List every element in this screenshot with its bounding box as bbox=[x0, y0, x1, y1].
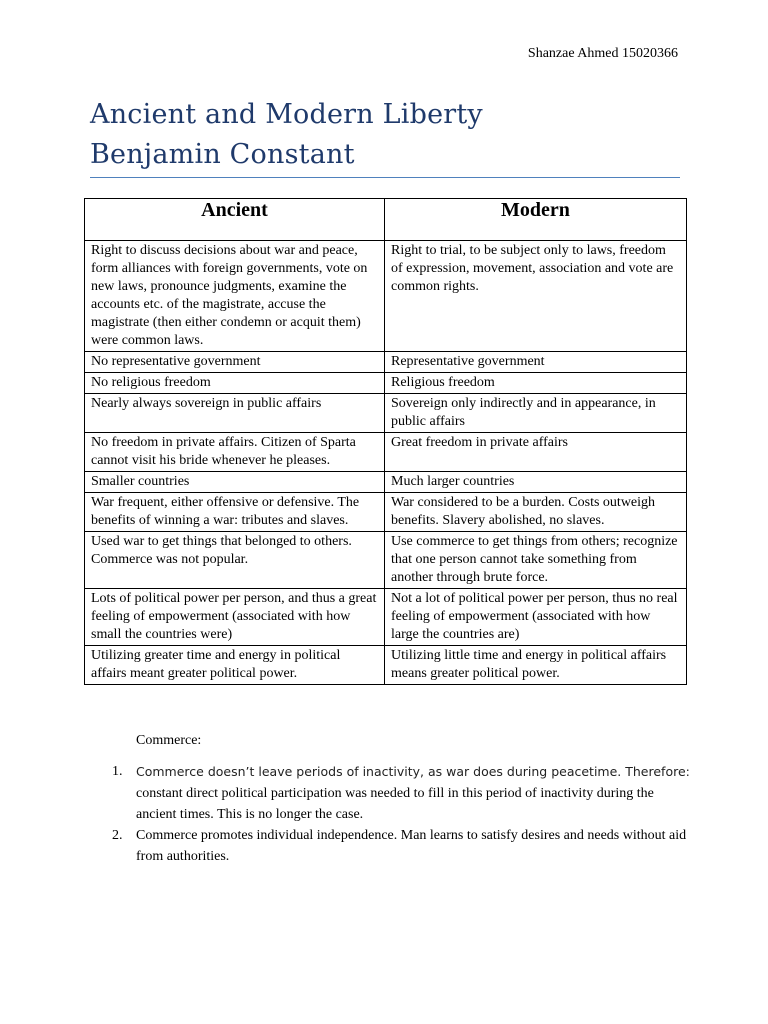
table-row bbox=[85, 373, 687, 394]
list-item-text: Commerce promotes individual independence. Man learns to satisfy desires and needs without aid from authorities. bbox=[136, 828, 687, 864]
table-cell-modern: Utilizing little time and energy in political affairs means greater political power. bbox=[385, 646, 687, 685]
table-cell-ancient: Right to discuss decisions about war and peace, form alliances with foreign governments, vote on new laws, pronounce judgments, examine the accounts etc. of the magistrate, accuse the magistrate (then either condemn or acquit them) were common laws. bbox=[85, 241, 385, 352]
table-cell-modern: Not a lot of political power per person, thus no real feeling of empowerment (associated with how large the countries are) bbox=[385, 589, 687, 646]
list-item bbox=[100, 761, 690, 825]
table-row bbox=[85, 352, 687, 373]
table-cell-modern: War considered to be a burden. Costs outweigh benefits. Slavery abolished, no slaves. bbox=[385, 493, 687, 532]
list-item-text: constant direct political participation was needed to fill in this period of inactivity during the ancient times. This is no longer the case. bbox=[136, 786, 654, 822]
author-header: Shanzae Ahmed 15020366 bbox=[527, 46, 678, 61]
table-row bbox=[85, 532, 687, 589]
table-cell-ancient: Nearly always sovereign in public affairs bbox=[85, 394, 385, 433]
table-cell-ancient: No representative government bbox=[85, 352, 385, 373]
title-line-1: Ancient and Modern Liberty bbox=[90, 99, 483, 130]
commerce-list bbox=[100, 761, 690, 867]
list-number: 2. bbox=[112, 828, 123, 843]
table-row bbox=[85, 493, 687, 532]
table-row bbox=[85, 472, 687, 493]
commerce-heading: Commerce: bbox=[136, 733, 202, 748]
title-line-2: Benjamin Constant bbox=[90, 139, 355, 170]
table-cell-ancient: No freedom in private affairs. Citizen of Sparta cannot visit his bride whenever he pleases. bbox=[85, 433, 385, 472]
table-cell-ancient: Smaller countries bbox=[85, 472, 385, 493]
title-divider bbox=[90, 177, 680, 178]
table-row bbox=[85, 646, 687, 685]
list-item-first-line: Commerce doesn’t leave periods of inactivity, as war does during peacetime. Therefore: bbox=[136, 764, 690, 779]
table-cell-ancient: Used war to get things that belonged to others. Commerce was not popular. bbox=[85, 532, 385, 589]
table-header-row bbox=[85, 199, 687, 241]
table-cell-modern: Religious freedom bbox=[385, 373, 687, 394]
column-header-modern: Modern bbox=[385, 199, 687, 241]
column-header-ancient: Ancient bbox=[85, 199, 385, 241]
commerce-section bbox=[100, 730, 690, 867]
table-cell-ancient: War frequent, either offensive or defensive. The benefits of winning a war: tributes and slaves. bbox=[85, 493, 385, 532]
document-title bbox=[90, 95, 680, 175]
table-row bbox=[85, 589, 687, 646]
list-number: 1. bbox=[112, 764, 123, 779]
table-cell-ancient: Utilizing greater time and energy in political affairs meant greater political power. bbox=[85, 646, 385, 685]
table-cell-modern: Use commerce to get things from others; recognize that one person cannot take something from another through brute force. bbox=[385, 532, 687, 589]
table-cell-modern: Much larger countries bbox=[385, 472, 687, 493]
table-row bbox=[85, 433, 687, 472]
comparison-table bbox=[84, 198, 687, 685]
table-cell-modern: Great freedom in private affairs bbox=[385, 433, 687, 472]
table-cell-ancient: No religious freedom bbox=[85, 373, 385, 394]
table-cell-modern: Representative government bbox=[385, 352, 687, 373]
list-item bbox=[100, 825, 690, 867]
table-row bbox=[85, 241, 687, 352]
table-row bbox=[85, 394, 687, 433]
table-cell-modern: Sovereign only indirectly and in appearance, in public affairs bbox=[385, 394, 687, 433]
table-cell-modern: Right to trial, to be subject only to laws, freedom of expression, movement, association and vote are common rights. bbox=[385, 241, 687, 352]
table-cell-ancient: Lots of political power per person, and thus a great feeling of empowerment (associated with how small the countries were) bbox=[85, 589, 385, 646]
